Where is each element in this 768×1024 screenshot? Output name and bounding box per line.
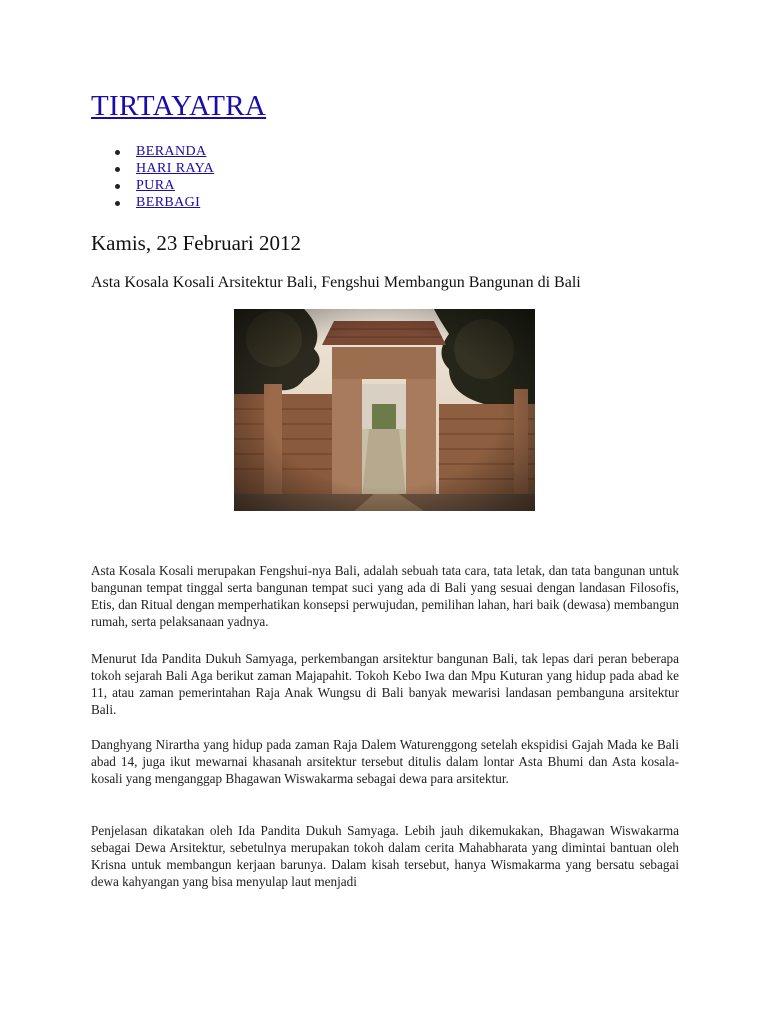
blog-title-link[interactable]: TIRTAYATRA [91,90,267,122]
nav-link-hari-raya[interactable]: HARI RAYA [136,161,215,176]
balinese-gate-photo [234,309,535,511]
bullet-icon [115,184,120,189]
bullet-icon [115,167,120,172]
nav-menu [110,143,214,211]
bullet-icon [115,201,120,206]
post-title: Asta Kosala Kosali Arsitektur Bali, Fengshui Membangun Bangunan di Bali [91,274,581,291]
paragraph: Danghyang Nirartha yang hidup pada zaman Raja Dalem Waturenggong setelah ekspidisi Gajah Mada ke Bali abad 14, juga ikut mewarnai khasanah arsitektur tersebut ditulis dalam lontar Asta Bhumi dan Asta kosala-kosali yang menganggap Bhagawan Wiswakarma sebagai dewa para arsitektur. [91,737,679,786]
nav-item-pura [110,177,214,194]
post-image [234,309,535,511]
paragraph: Asta Kosala Kosali merupakan Fengshui-nya Bali, adalah sebuah tata cara, tata letak, dan tata bangunan untuk bangunan tempat tinggal serta bangunan tempat suci yang ada di Bali yang sesuai dengan landasan Filosofis, Etis, dan Ritual dengan memperhatikan konsepsi perwujudan, pemilihan lahan, hari baik (dewasa) membangun rumah, serta pelaksanaan yadnya. [91,563,679,629]
post-date: Kamis, 23 Februari 2012 [91,231,301,255]
paragraph: Menurut Ida Pandita Dukuh Samyaga, perkembangan arsitektur bangunan Bali, tak lepas dari peran beberapa tokoh sejarah Bali Aga berikut zaman Majapahit. Tokoh Kebo Iwa dan Mpu Kuturan yang hidup pada abad ke 11, atau zaman pemerintahan Raja Anak Wungsu di Bali banyak mewarisi landasan pembanguna arsitektur Bali. [91,651,679,717]
bullet-icon [115,150,120,155]
blog-title [91,90,266,123]
paragraph: Penjelasan dikatakan oleh Ida Pandita Dukuh Samyaga. Lebih jauh dikemukakan, Bhagawan Wiswakarma sebagai Dewa Arsitektur, sebetulnya merupakan tokoh dalam cerita Mahabharata yang dimintai bantuan oleh Krisna untuk membangun kerjaan barunya. Dalam kisah tersebut, hanya Wismakarma yang bersatu sebagai dewa kahyangan yang bisa menyulap laut menjadi [91,823,679,889]
nav-item-beranda [110,143,214,160]
nav-link-pura[interactable]: PURA [136,178,175,193]
nav-item-hari-raya [110,160,214,177]
nav-link-berbagi[interactable]: BERBAGI [136,195,201,210]
nav-link-beranda[interactable]: BERANDA [136,144,207,159]
nav-item-berbagi [110,194,214,211]
